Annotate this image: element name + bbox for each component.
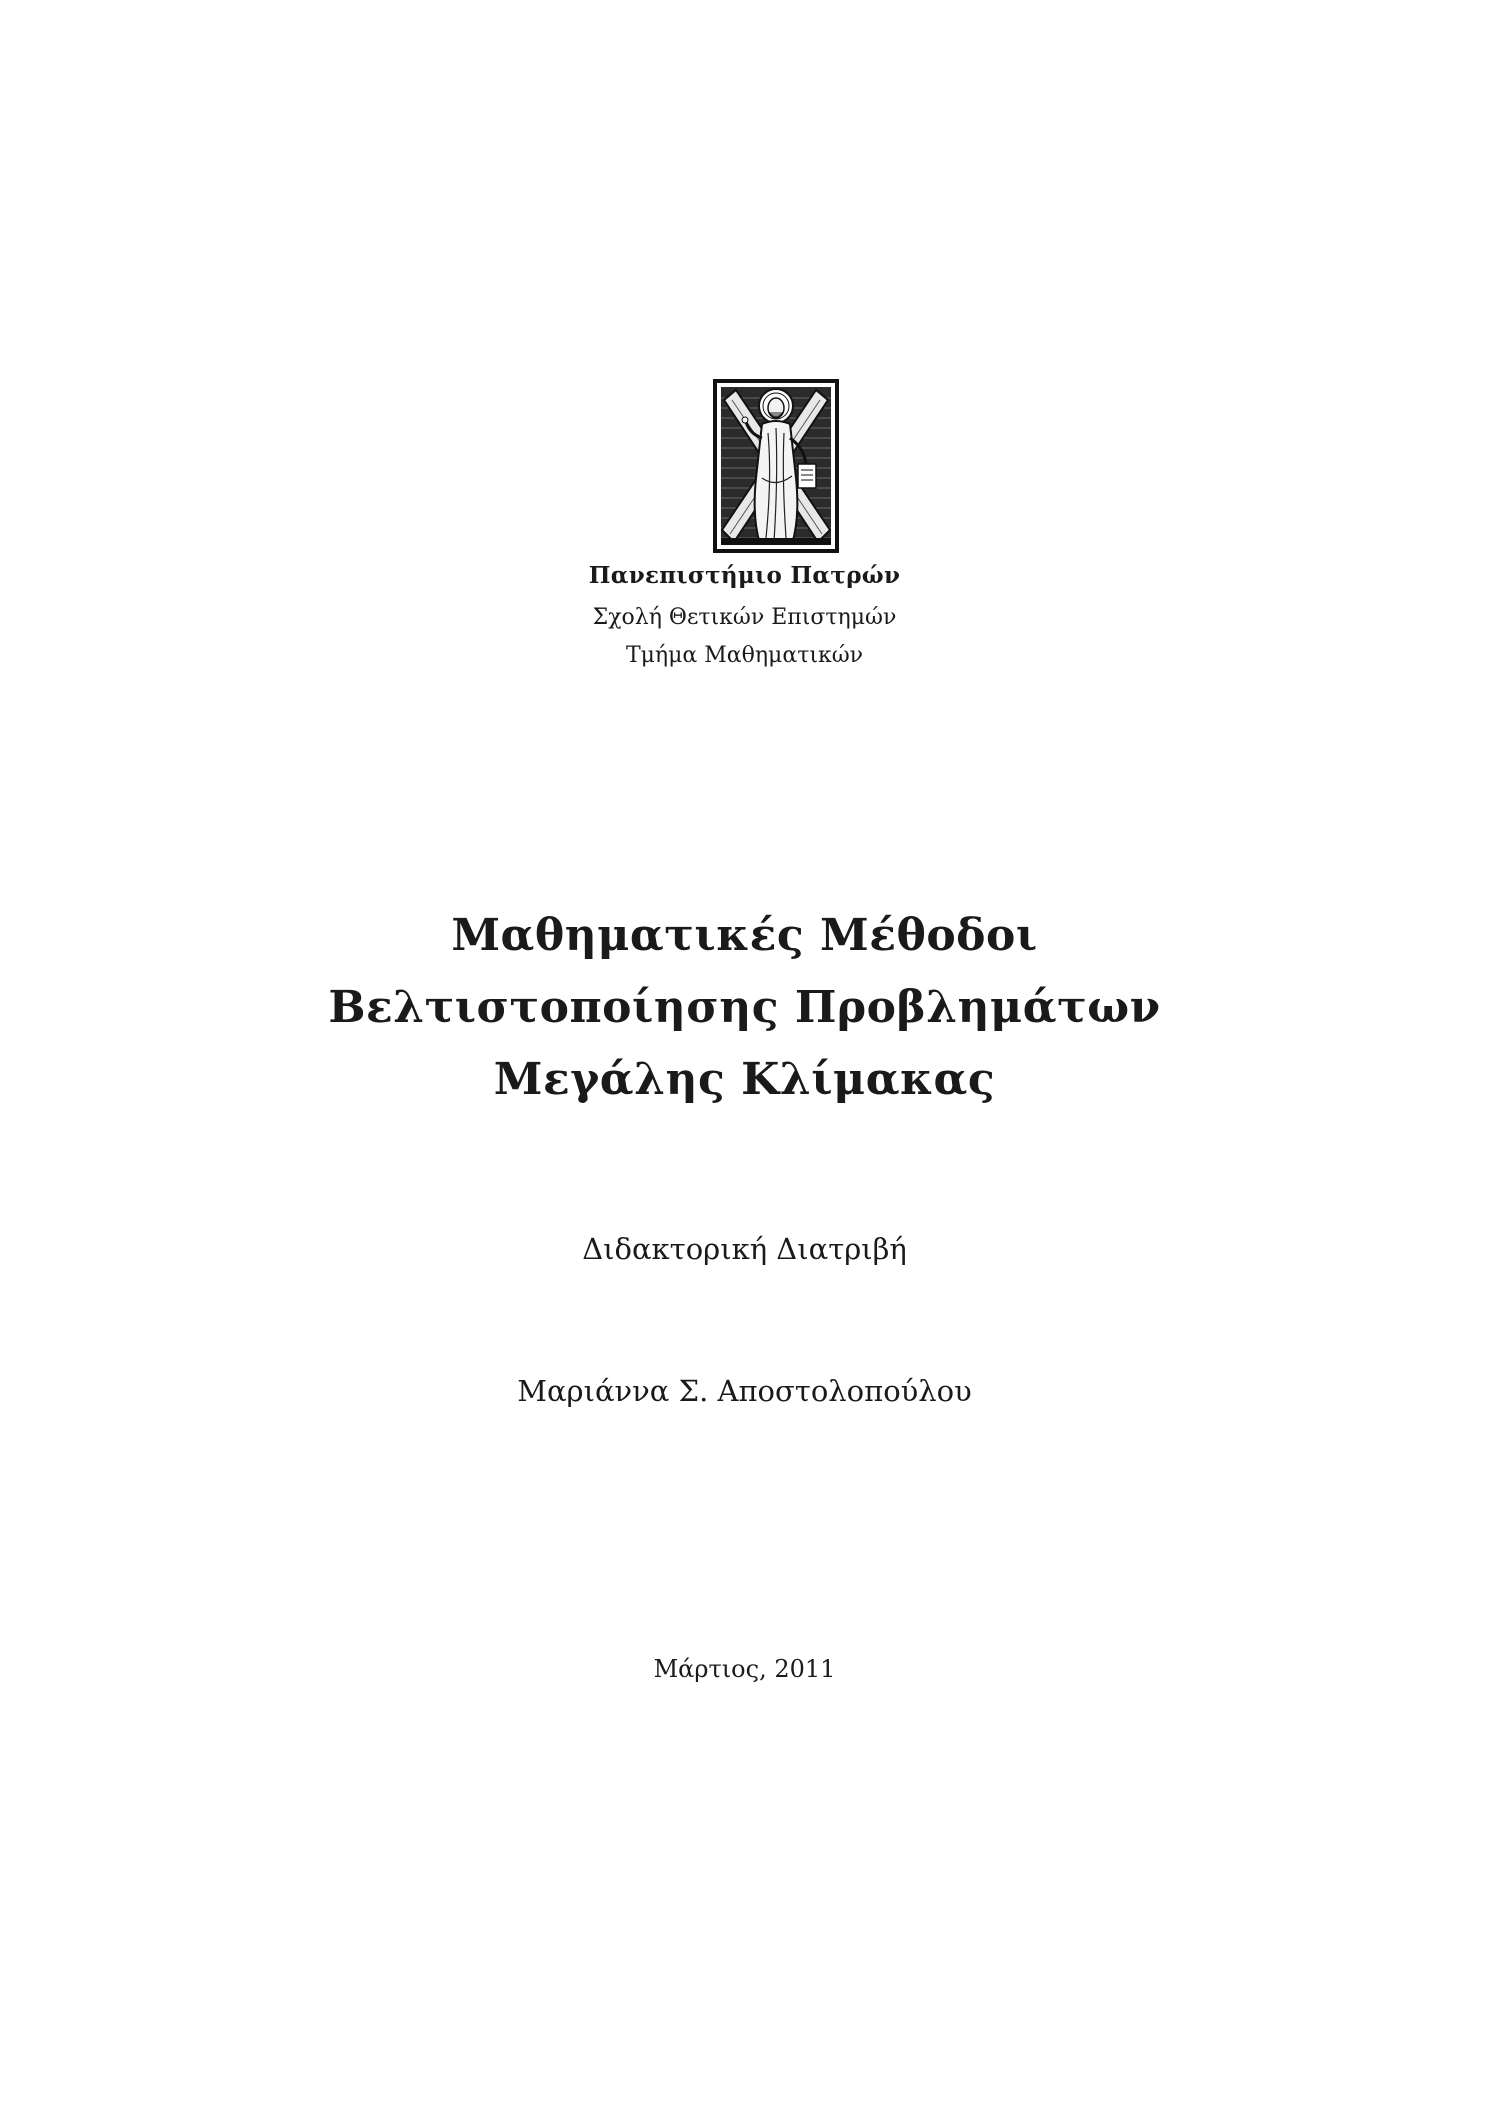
thesis-title-line-2: Βελτιστοποίησης Προβλημάτων	[328, 982, 1161, 1033]
university-name: Πανεπιστήμιο Πατρών	[588, 562, 901, 589]
department-name: Τμήμα Μαθηματικών	[625, 643, 864, 668]
university-seal-icon	[712, 378, 840, 554]
thesis-title-line-1: Μαθηματικές Μέθοδοι	[451, 910, 1038, 961]
school-name: Σχολή Θετικών Επιστημών	[592, 605, 897, 630]
thesis-title-line-3: Μεγάλης Κλίμακας	[493, 1054, 996, 1105]
thesis-title	[0, 900, 1489, 1116]
thesis-type: Διδακτορική Διατριβή	[582, 1232, 907, 1266]
author-name: Μαριάννα Σ. Αποστολοπούλου	[517, 1374, 972, 1408]
thesis-date: Μάρτιος, 2011	[653, 1655, 836, 1683]
